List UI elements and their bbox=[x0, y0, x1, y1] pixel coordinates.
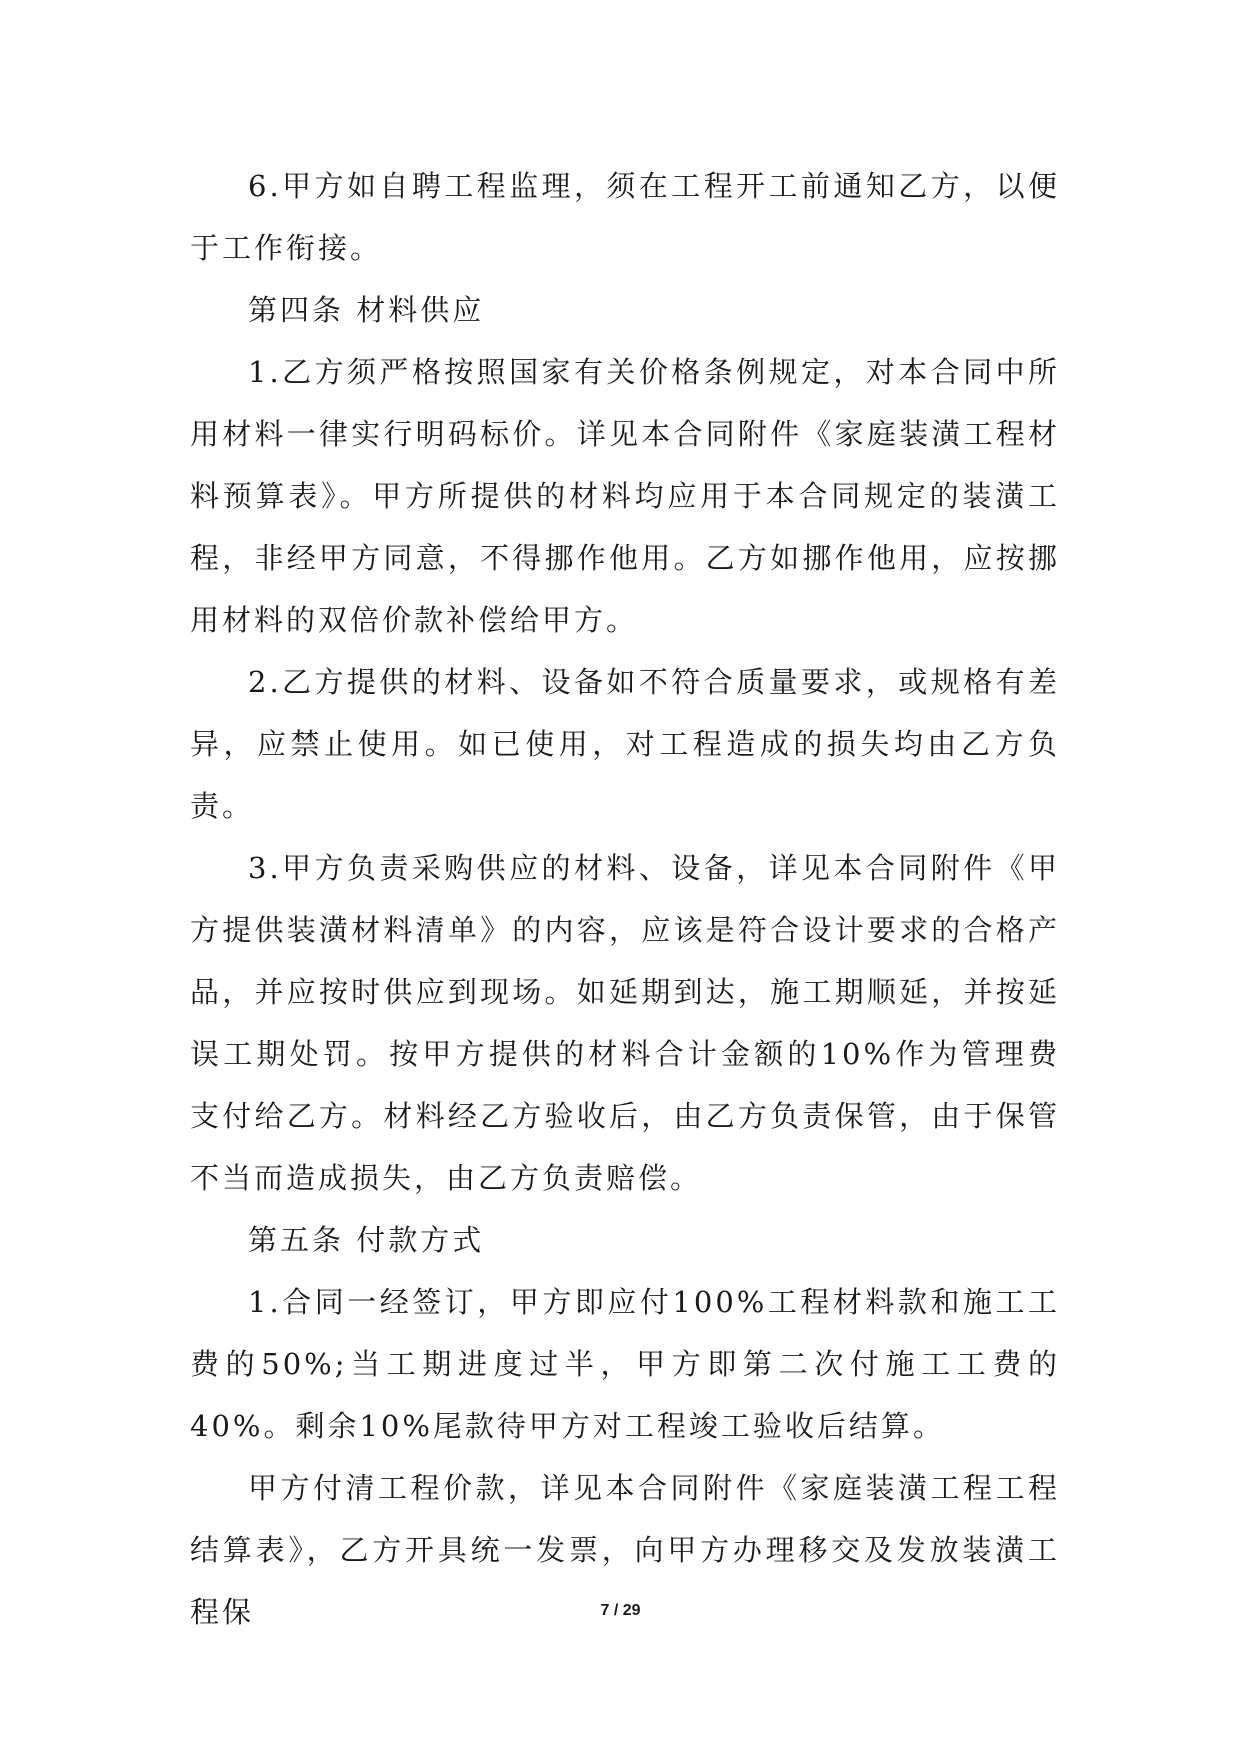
paragraph-settlement: 甲方付清工程价款，详见本合同附件《家庭装潢工程工程结算表》，乙方开具统一发票，向甲方办理移交及发放装潢工程保 bbox=[190, 1471, 1060, 1629]
section-heading-article-4: 第四条 材料供应 bbox=[248, 293, 485, 327]
paragraph-1-materials-pricing: 1.乙方须严格按照国家有关价格条例规定，对本合同中所用材料一律实行明码标价。详见本合同附件《家庭装潢工程材料预算表》。甲方所提供的材料均应用于本合同规定的装潢工程，非经甲方同意，不得挪作他用。乙方如挪作他用，应按挪用材料的双倍价款补偿给甲方。 bbox=[190, 355, 1060, 637]
document-body bbox=[190, 155, 1060, 1643]
paragraph-6-supervision: 6.甲方如自聘工程监理，须在工程开工前通知乙方，以便于工作衔接。 bbox=[190, 169, 1060, 265]
paragraph-3-materials-supply: 3.甲方负责采购供应的材料、设备，详见本合同附件《甲方提供装潢材料清单》的内容，应该是符合设计要求的合格产品，并应按时供应到现场。如延期到达，施工期顺延，并按延误工期处罚。按甲方提供的材料合计金额的10%作为管理费支付给乙方。材料经乙方验收后，由乙方负责保管，由于保管不当而造成损失，由乙方负责赔偿。 bbox=[190, 851, 1060, 1195]
paragraph-1-payment: 1.合同一经签订，甲方即应付100%工程材料款和施工工费的50%;当工期进度过半，甲方即第二次付施工工费的40%。剩余10%尾款待甲方对工程竣工验收后结算。 bbox=[190, 1285, 1060, 1443]
paragraph-2-materials-quality: 2.乙方提供的材料、设备如不符合质量要求，或规格有差异，应禁止使用。如已使用，对工程造成的损失均由乙方负责。 bbox=[190, 665, 1060, 823]
page-number: 7 / 29 bbox=[600, 1602, 641, 1619]
section-heading-article-5: 第五条 付款方式 bbox=[248, 1223, 485, 1257]
